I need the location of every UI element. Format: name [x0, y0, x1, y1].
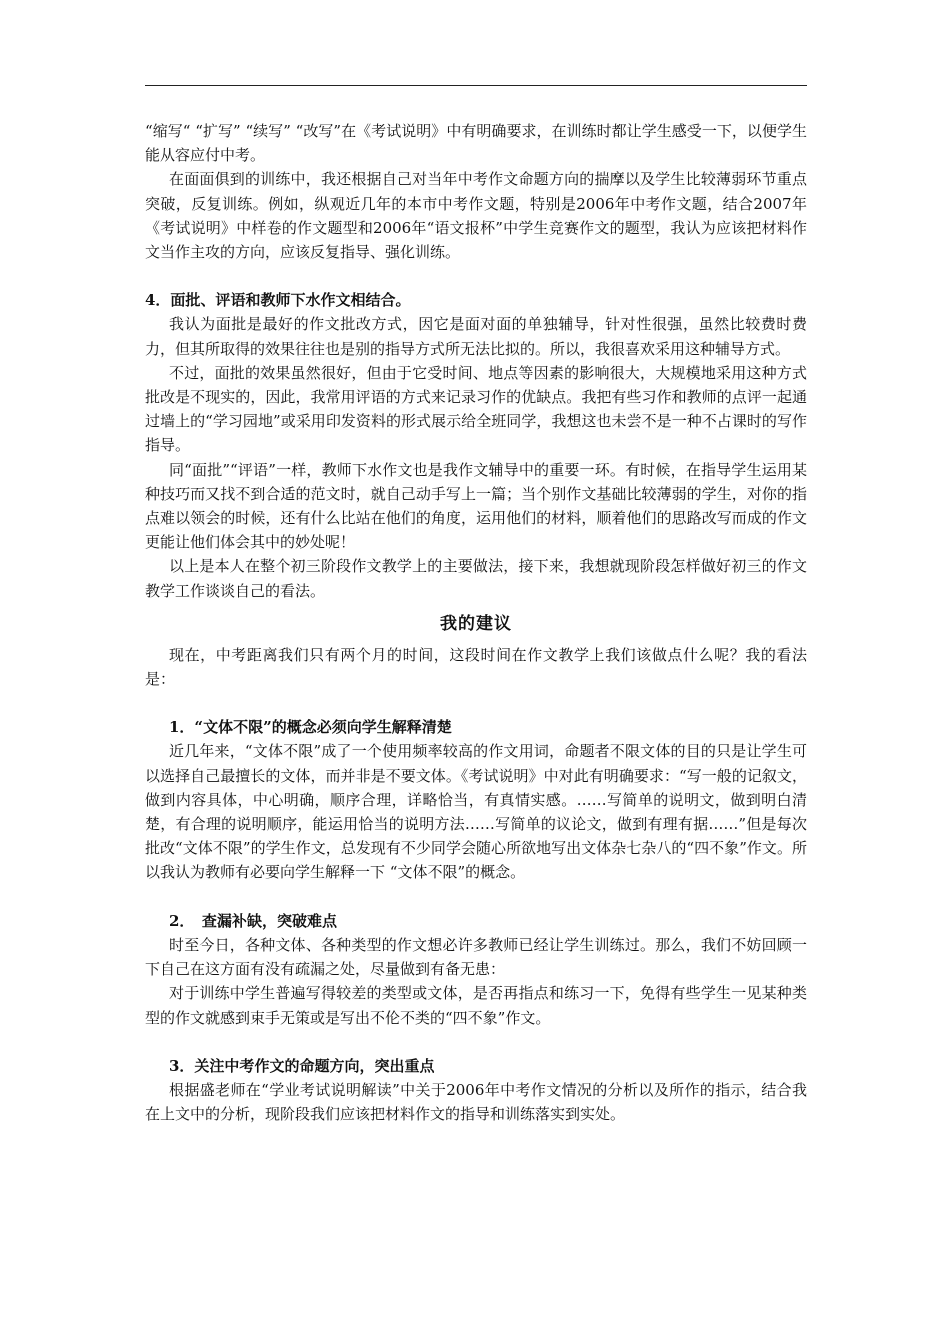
section-heading-4: 4．面批、评语和教师下水作文相结合。 — [145, 291, 411, 310]
subheading-2: 2． 查漏补缺，突破难点 — [169, 911, 337, 930]
paragraph: 在面面俱到的训练中，我还根据自己对当年中考作文命题方向的揣摩以及学生比较薄弱环节重点突破，反复训练。例如，纵观近几年的本市中考作文题，特别是2006年中考作文题，结合2007年《考试说明》中样卷的作文题型和2006年“语文报杯”中学生竞赛作文的题型，我认为应该把材料作文当作主攻的方向，应该反复指导、强化训练。 — [145, 170, 807, 262]
paragraph: 我认为面批是最好的作文批改方式，因它是面对面的单独辅导，针对性很强，虽然比较费时费力，但其所取得的效果往往也是别的指导方式所无法比拟的。所以，我很喜欢采用这种辅导方式。 — [145, 315, 807, 358]
section-title: 我的建议 — [440, 613, 512, 634]
spacer — [145, 885, 807, 909]
paragraph: 现在，中考距离我们只有两个月的时间，这段时间在作文教学上我们该做点什么呢？我的看法是： — [145, 645, 807, 689]
paragraph: 同“面批”“评语”一样，教师下水作文也是我作文辅导中的重要一环。有时候，在指导学生运用某种技巧而又找不到合适的范文时，就自己动手写上一篇；当个别作文基础比较薄弱的学生，对你的指点难以领会的时候，还有什么比站在他们的角度，运用他们的材料，顺着他们的思路改写而成的作文更能让他们体会其中的妙处呢！ — [145, 460, 807, 552]
paragraph: 近几年来，“文体不限”成了一个使用频率较高的作文用词，命题者不限文体的目的只是让学生可以选择自己最擅长的文体，而并非是不要文体。《考试说明》中对此有明确要求：“写一般的记叙文，做到内容具体，中心明确，顺序合理，详略恰当，有真情实感。……写简单的说明文，做到明白清楚，有合理的说明顺序，能运用恰当的说明方法……写简单的议论文，做到有理有据……”但是每次批改“文体不限”的学生作文，总发现有不少同学会随心所欲地写出文体杂七杂八的“四不象”作文。所以我认为教师有必要向学生解释一下 “文体不限”的概念。 — [145, 742, 807, 882]
paragraph: 根据盛老师在“学业考试说明解读”中关于2006年中考作文情况的分析以及所作的指示，结合我在上文中的分析，现阶段我们应该把材料作文的指导和训练落实到实处。 — [145, 1080, 807, 1124]
spacer — [145, 264, 807, 288]
header-rule — [145, 85, 807, 86]
subheading-1: 1．“文体不限”的概念必须向学生解释清楚 — [169, 718, 452, 737]
document-body — [145, 119, 807, 1126]
paragraph: “缩写“ “扩写” “续写” “改写”在《考试说明》中有明确要求，在训练时都让学生感受一下，以便学生能从容应付中考。 — [145, 122, 807, 165]
paragraph: 不过，面批的效果虽然很好，但由于它受时间、地点等因素的影响很大，大规模地采用这种方式批改是不现实的，因此，我常用评语的方式来记录习作的优缺点。我把有些习作和教师的点评一起通过墙上的“学习园地”或采用印发资料的形式展示给全班同学，我想这也未尝不是一种不占课时的写作指导。 — [145, 363, 807, 455]
subheading-3: 3．关注中考作文的命题方向，突出重点 — [169, 1056, 435, 1075]
paragraph: 以上是本人在整个初三阶段作文教学上的主要做法，接下来，我想就现阶段怎样做好初三的作文教学工作谈谈自己的看法。 — [145, 557, 807, 600]
spacer — [145, 691, 807, 715]
paragraph: 时至今日，各种文体、各种类型的作文想必许多教师已经让学生训练过。那么，我们不妨回顾一下自己在这方面有没有疏漏之处，尽量做到有备无患： — [145, 935, 807, 979]
spacer — [145, 1030, 807, 1054]
paragraph: 对于训练中学生普遍写得较差的类型或文体，是否再指点和练习一下，免得有些学生一见某种类型的作文就感到束手无策或是写出不伦不类的“四不象”作文。 — [145, 984, 807, 1027]
